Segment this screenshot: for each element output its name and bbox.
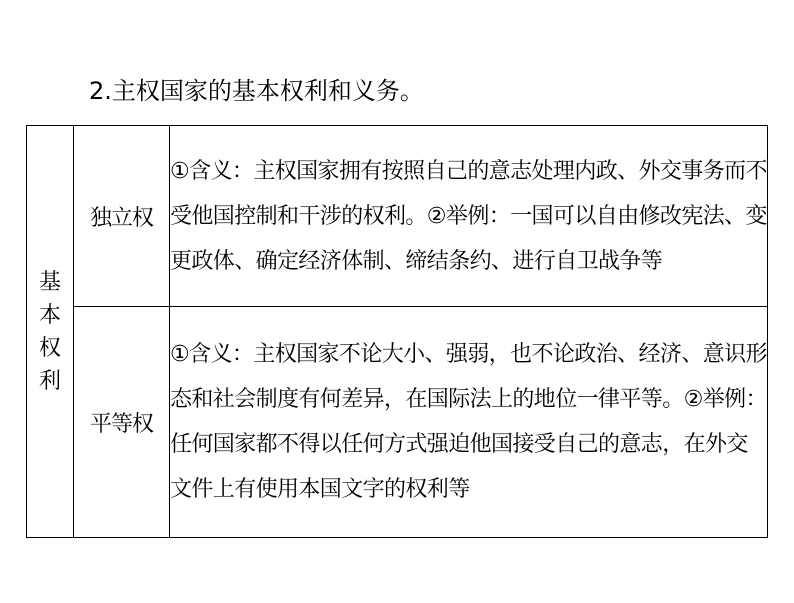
right-description-independence: ①含义：主权国家拥有按照自己的意志处理内政、外交事务而不受他国控制和干涉的权利。②举例：一国可以自由修改宪法、变更政体、确定经济体制、缔结条约、进行自卫战争等 bbox=[170, 126, 768, 307]
right-description-equality: ①含义：主权国家不论大小、强弱，也不论政治、经济、意识形态和社会制度有何差异，在国际法上的地位一律平等。②举例：任何国家都不得以任何方式强迫他国接受自己的意志，在外交文件上有使用本国文字的权利等 bbox=[170, 307, 768, 538]
basic-rights-table bbox=[26, 125, 768, 538]
right-name-independence: 独立权 bbox=[74, 126, 170, 307]
right-name-equality: 平等权 bbox=[74, 307, 170, 538]
table-row-independence bbox=[27, 126, 768, 307]
category-char: 本 bbox=[38, 302, 61, 328]
section-heading: 2.主权国家的基本权利和义务。 bbox=[89, 77, 424, 105]
table-row-equality bbox=[27, 307, 768, 538]
category-char: 基 bbox=[38, 269, 61, 295]
category-cell bbox=[27, 126, 74, 538]
category-char: 权 bbox=[38, 335, 61, 361]
category-char: 利 bbox=[38, 368, 61, 394]
